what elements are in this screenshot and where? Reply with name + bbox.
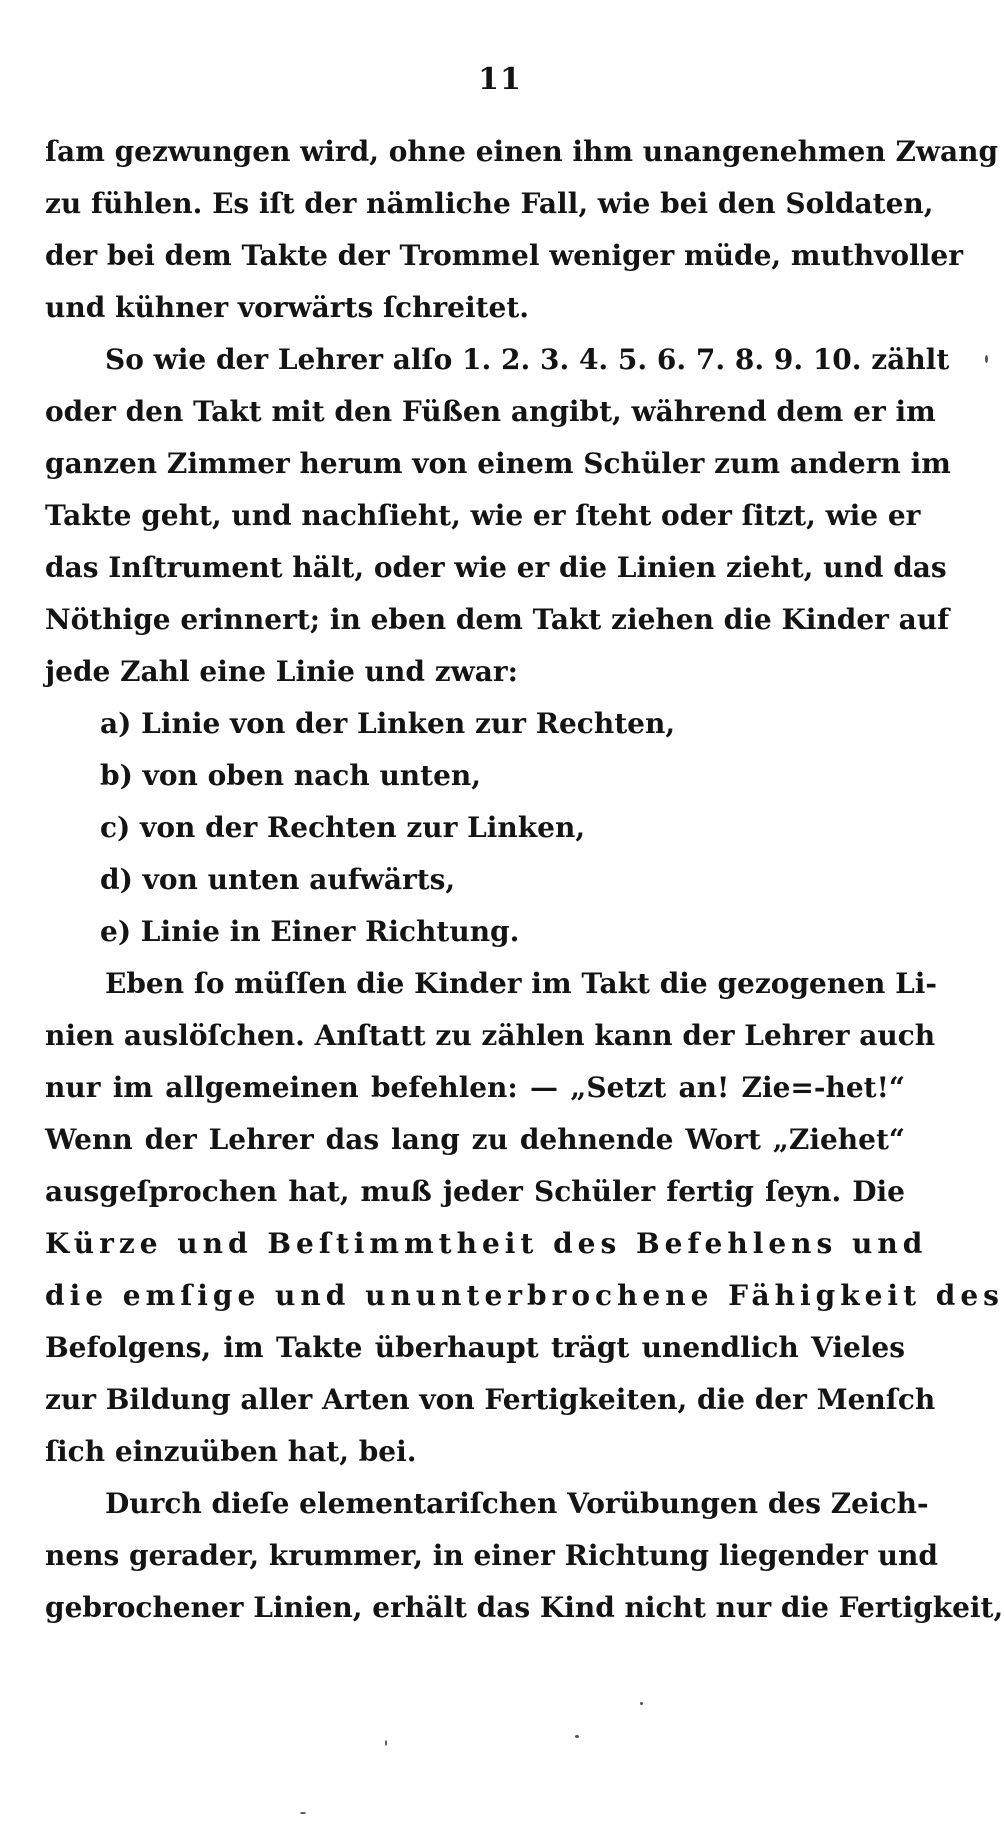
text-line: der bei dem Takte der Trommel weniger müde, muthvoller <box>45 239 963 272</box>
text-line: Nöthige erinnert; in eben dem Takt ziehen die Kinder auf <box>45 603 950 636</box>
text-line: das Inſtrument hält, oder wie er die Linien zieht, und das <box>45 551 947 584</box>
text-line: nien auslöſchen. Anſtatt zu zählen kann der Lehrer auch <box>45 1019 936 1052</box>
page-number: 11 <box>478 62 522 97</box>
text-line: zu fühlen. Es iſt der nämliche Fall, wie bei den Soldaten, <box>45 187 934 220</box>
list-item: c) von der Rechten zur Linken, <box>100 811 586 844</box>
scan-speck <box>300 1812 306 1814</box>
text-line: Eben ſo müſſen die Kinder im Takt die gezogenen Li- <box>105 967 938 1000</box>
list-item: a) Linie von der Linken zur Rechten, <box>100 707 676 740</box>
scan-speck <box>575 1735 579 1738</box>
text-line: oder den Takt mit den Füßen angibt, während dem er im <box>45 395 936 428</box>
text-line: Befolgens, im Takte überhaupt trägt unendlich Vieles <box>45 1331 905 1364</box>
text-line: nur im allgemeinen befehlen: — „Setzt an! Zie=-het!“ <box>45 1071 905 1104</box>
list-item: e) Linie in Einer Richtung. <box>100 915 520 948</box>
text-line: ſich einzuüben hat, bei. <box>45 1435 417 1468</box>
text-line: gebrochener Linien, erhält das Kind nicht nur die Fertigkeit, <box>45 1591 1004 1624</box>
text-line: die emſige und ununterbrochene Fähigkeit des <box>45 1279 1004 1312</box>
list-item: d) von unten aufwärts, <box>100 863 456 896</box>
scan-speck <box>385 1740 387 1746</box>
body-text <box>45 126 1004 1634</box>
text-line: So wie der Lehrer alſo 1. 2. 3. 4. 5. 6. 7. 8. 9. 10. zählt <box>105 343 950 376</box>
text-line: Durch dieſe elementariſchen Vorübungen des Zeich- <box>105 1487 929 1520</box>
text-line: jede Zahl eine Linie und zwar: <box>45 655 518 688</box>
text-line: und kühner vorwärts ſchreitet. <box>45 291 530 324</box>
text-line: Kürze und Beſtimmtheit des Befehlens und <box>45 1227 928 1260</box>
text-line: Takte geht, und nachſieht, wie er ſteht oder ſitzt, wie er <box>45 499 921 532</box>
scan-speck <box>640 1702 643 1705</box>
text-line: zur Bildung aller Arten von Fertigkeiten, die der Menſch <box>45 1383 936 1416</box>
text-line: ſam gezwungen wird, ohne einen ihm unangenehmen Zwang <box>45 135 999 168</box>
text-line: Wenn der Lehrer das lang zu dehnende Wort „Ziehet“ <box>45 1123 905 1156</box>
text-line: nens gerader, krummer, in einer Richtung liegender und <box>45 1539 938 1572</box>
scan-speck <box>985 355 988 363</box>
list-item: b) von oben nach unten, <box>100 759 482 792</box>
text-line: ausgeſprochen hat, muß jeder Schüler fertig ſeyn. Die <box>45 1175 905 1208</box>
text-line: ganzen Zimmer herum von einem Schüler zum andern im <box>45 447 951 480</box>
